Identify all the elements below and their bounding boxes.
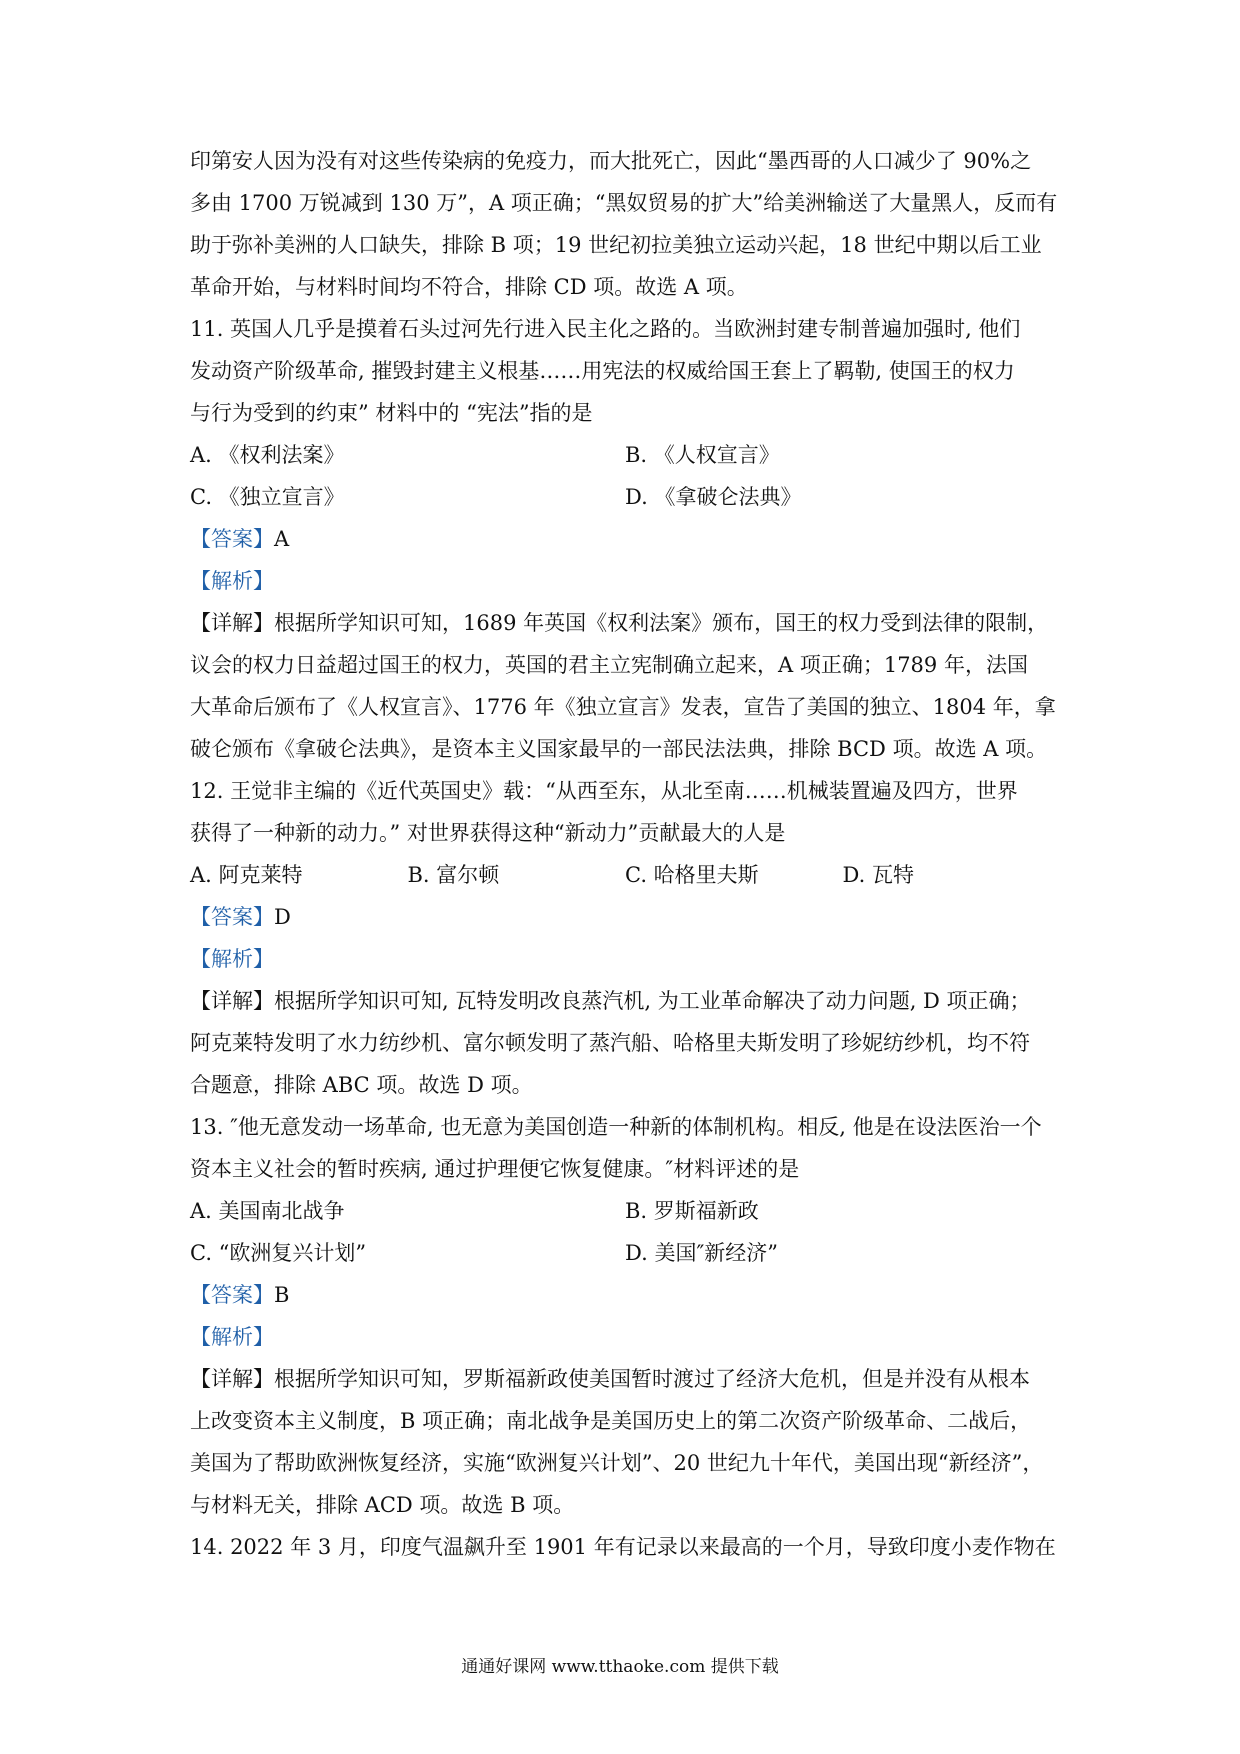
- q13-stem-line-1: 13. ″他无意发动一场革命, 也无意为美国创造一种新的体制机构。相反, 他是在设法医治一个: [190, 1115, 1042, 1139]
- page-content: [190, 140, 1060, 1568]
- q13-analysis: [190, 1316, 1060, 1358]
- detail-tag: 【详解】: [190, 611, 274, 635]
- answer-tag: 【答案】: [190, 527, 274, 551]
- answer-tag: 【答案】: [190, 905, 274, 929]
- q12-option-a: A. 阿克莱特: [190, 863, 303, 887]
- q11-stem-line-2: 发动资产阶级革命, 摧毁封建主义根基……用宪法的权威给国王套上了羁勒, 使国王的权力: [190, 359, 1015, 383]
- q13-option-b: B. 罗斯福新政: [625, 1199, 759, 1223]
- q10-explain-line-1: 印第安人因为没有对这些传染病的免疫力，而大批死亡，因此“墨西哥的人口减少了 90%之: [190, 149, 1032, 173]
- q11-stem-line-1: 11. 英国人几乎是摸着石头过河先行进入民主化之路的。当欧洲封建专制普遍加强时, 他们: [190, 317, 1021, 341]
- q11-option-b: B. 《人权宣言》: [625, 443, 780, 467]
- q11-options-row-1: [190, 434, 1060, 476]
- q11-answer: [190, 518, 1060, 560]
- q12-options-row: [190, 854, 1060, 896]
- detail-text: 根据所学知识可知，1689 年英国《权利法案》颁布，国王的权力受到法律的限制，: [274, 611, 1049, 635]
- q13-detail-line-1: [190, 1358, 1060, 1400]
- page-footer: 通通好课网 www.tthaoke.com 提供下载: [461, 1657, 779, 1677]
- answer-value: B: [274, 1283, 290, 1307]
- q11-options-row-2: [190, 476, 1060, 518]
- q12-option-c: C. 哈格里夫斯: [625, 863, 759, 887]
- q13-stem-line-2: 资本主义社会的暂时疾病, 通过护理便它恢复健康。″材料评述的是: [190, 1157, 800, 1181]
- q11-stem-line-3: 与行为受到的约束” 材料中的 “宪法”指的是: [190, 401, 593, 425]
- detail-tag: 【详解】: [190, 1367, 274, 1391]
- q13-detail-line-4: 与材料无关，排除 ACD 项。故选 B 项。: [190, 1493, 575, 1517]
- q11-detail-line-1: [190, 602, 1060, 644]
- q11-option-d: D. 《拿破仑法典》: [625, 485, 802, 509]
- answer-tag: 【答案】: [190, 1283, 274, 1307]
- q13-answer: [190, 1274, 1060, 1316]
- analysis-tag: 【解析】: [190, 569, 274, 593]
- q13-option-d: D. 美国″新经济”: [625, 1241, 779, 1265]
- q13-options-row-2: [190, 1232, 1060, 1274]
- q13-option-a: A. 美国南北战争: [190, 1199, 345, 1223]
- q11-detail-line-2: 议会的权力日益超过国王的权力，英国的君主立宪制确立起来，A 项正确；1789 年，法国: [190, 653, 1028, 677]
- q10-explain-line-3: 助于弥补美洲的人口缺失，排除 B 项；19 世纪初拉美独立运动兴起，18 世纪中期以后工业: [190, 233, 1042, 257]
- q12-detail-line-2: 阿克莱特发明了水力纺纱机、富尔顿发明了蒸汽船、哈格里夫斯发明了珍妮纺纱机，均不符: [190, 1031, 1030, 1055]
- q13-option-c: C. “欧洲复兴计划”: [190, 1241, 367, 1265]
- detail-text: 根据所学知识可知, 瓦特发明改良蒸汽机, 为工业革命解决了动力问题, D 项正确；: [274, 989, 1031, 1013]
- q12-answer: [190, 896, 1060, 938]
- detail-text: 根据所学知识可知，罗斯福新政使美国暂时渡过了经济大危机，但是并没有从根本: [274, 1367, 1030, 1391]
- q12-option-d: D. 瓦特: [842, 863, 914, 887]
- q11-option-c: C. 《独立宣言》: [190, 485, 345, 509]
- q12-stem-line-1: 12. 王觉非主编的《近代英国史》载：“从西至东，从北至南……机械装置遍及四方，世界: [190, 779, 1018, 803]
- analysis-tag: 【解析】: [190, 1325, 274, 1349]
- answer-value: A: [274, 527, 290, 551]
- q12-detail-line-1: [190, 980, 1060, 1022]
- q12-option-b: B. 富尔顿: [407, 863, 500, 887]
- q13-options-row-1: [190, 1190, 1060, 1232]
- q11-analysis: [190, 560, 1060, 602]
- q12-detail-line-3: 合题意，排除 ABC 项。故选 D 项。: [190, 1073, 533, 1097]
- q11-detail-line-4: 破仑颁布《拿破仑法典》，是资本主义国家最早的一部民法法典，排除 BCD 项。故选 A 项。: [190, 737, 1048, 761]
- q14-stem-line-1: 14. 2022 年 3 月，印度气温飙升至 1901 年有记录以来最高的一个月，导致印度小麦作物在: [190, 1535, 1056, 1559]
- q10-explain-line-2: 多由 1700 万锐减到 130 万”，A 项正确；“黑奴贸易的扩大”给美洲输送了大量黑人，反而有: [190, 191, 1058, 215]
- q13-detail-line-3: 美国为了帮助欧洲恢复经济，实施“欧洲复兴计划”、20 世纪九十年代，美国出现“新经济”，: [190, 1451, 1044, 1475]
- q10-explain-line-4: 革命开始，与材料时间均不符合，排除 CD 项。故选 A 项。: [190, 275, 748, 299]
- analysis-tag: 【解析】: [190, 947, 274, 971]
- q13-detail-line-2: 上改变资本主义制度，B 项正确；南北战争是美国历史上的第二次资产阶级革命、二战后，: [190, 1409, 1032, 1433]
- q11-option-a: A. 《权利法案》: [190, 443, 345, 467]
- q12-stem-line-2: 获得了一种新的动力。” 对世界获得这种“新动力”贡献最大的人是: [190, 821, 786, 845]
- answer-value: D: [274, 905, 291, 929]
- detail-tag: 【详解】: [190, 989, 274, 1013]
- q11-detail-line-3: 大革命后颁布了《人权宣言》、1776 年《独立宣言》发表，宣告了美国的独立、1804 年，拿: [190, 695, 1056, 719]
- q12-analysis: [190, 938, 1060, 980]
